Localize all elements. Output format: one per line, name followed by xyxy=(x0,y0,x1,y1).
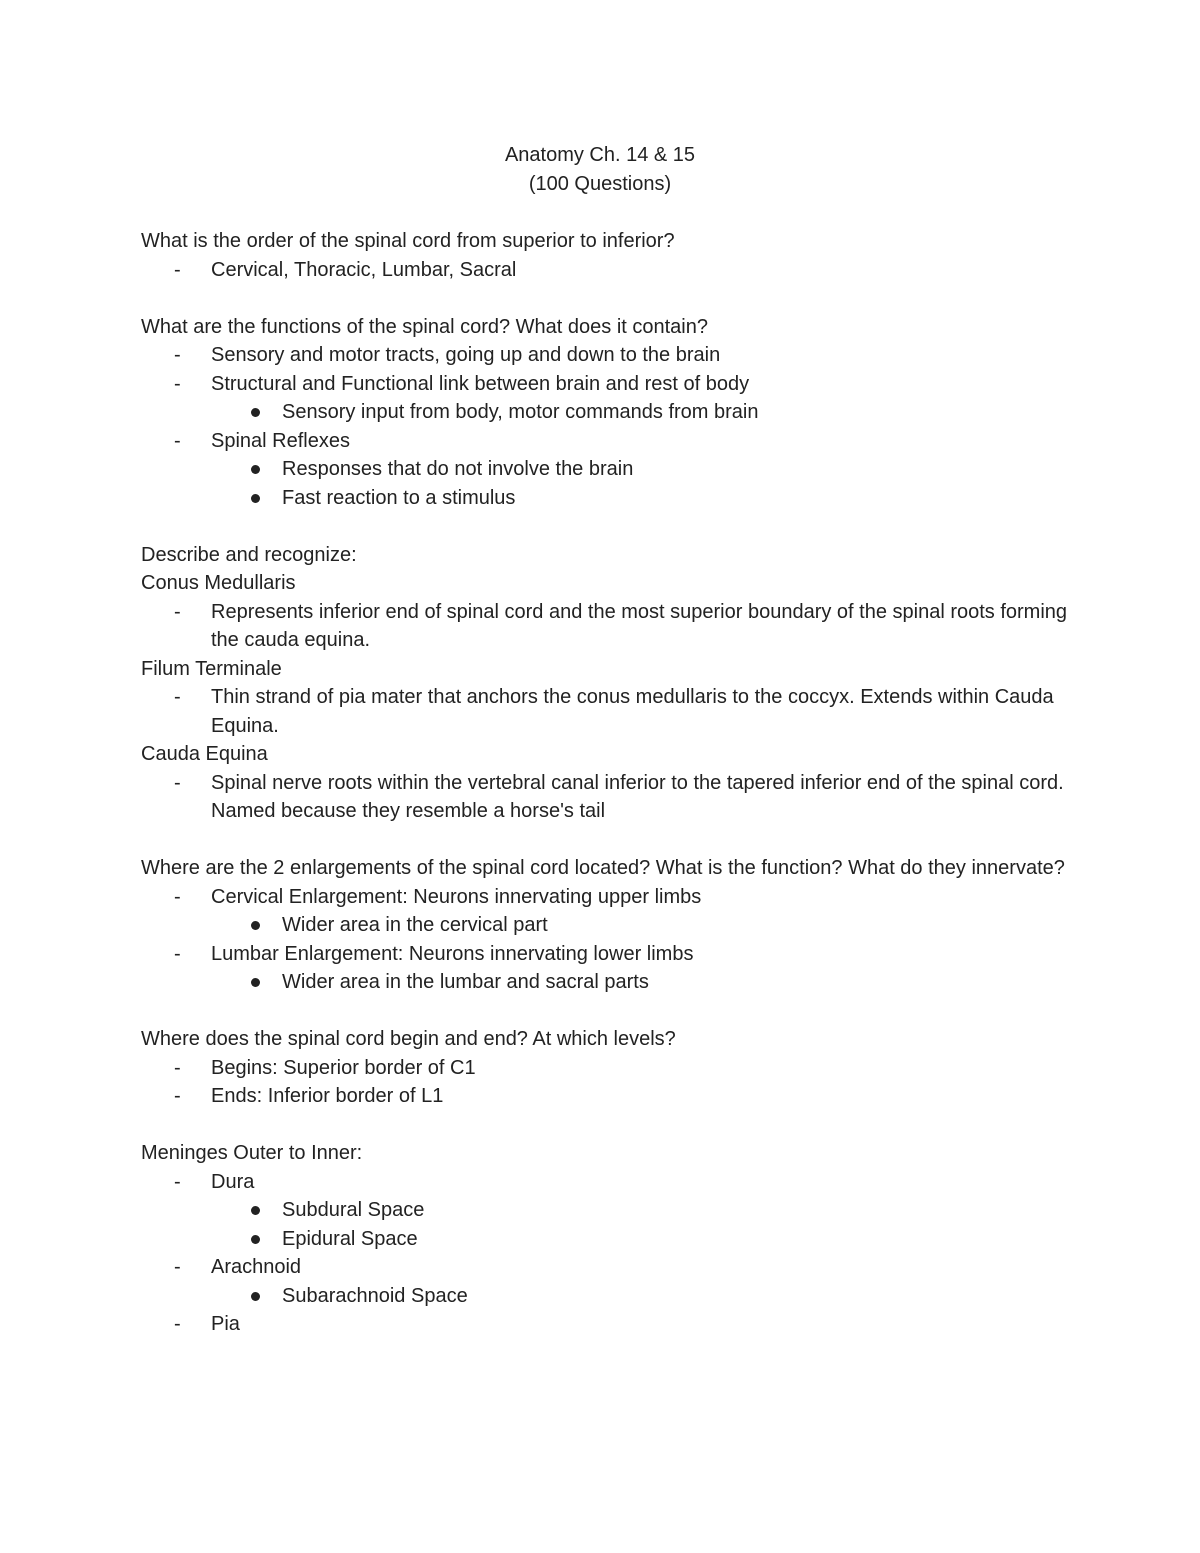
list-item-text: Sensory input from body, motor commands from brain xyxy=(282,401,759,423)
dash-marker: - xyxy=(174,942,181,965)
title-block xyxy=(0,141,1200,199)
dash-list-item xyxy=(141,1310,1071,1339)
bullet-list-item xyxy=(141,455,1071,484)
bullet-dot-icon xyxy=(251,1235,260,1244)
blank-line xyxy=(141,284,1071,313)
list-item-text: Spinal Reflexes xyxy=(211,429,350,452)
dash-marker: - xyxy=(174,344,181,366)
dash-marker: - xyxy=(174,258,181,281)
dash-list-item xyxy=(141,1168,1071,1197)
dash-list-item xyxy=(141,1253,1071,1282)
dash-list-item xyxy=(141,883,1071,912)
text-line: Describe and recognize: xyxy=(141,543,357,566)
list-item-text: Responses that do not involve the brain xyxy=(282,458,634,480)
list-item-text: Cervical Enlargement: Neurons innervating upper limbs xyxy=(211,885,702,908)
list-item-text: Pia xyxy=(211,1313,240,1335)
document-title: Anatomy Ch. 14 & 15 xyxy=(504,144,696,166)
text-line: Meninges Outer to Inner: xyxy=(141,1142,363,1164)
text-line: Where are the 2 enlargements of the spinal cord located? What is the function? What do they innervate? xyxy=(141,857,1065,879)
blank-line xyxy=(141,1111,1071,1140)
list-item-text: Arachnoid xyxy=(211,1256,302,1278)
text-line: Cauda Equina xyxy=(141,743,268,765)
list-item-text: Represents inferior end of spinal cord and the most superior boundary of the spinal roots forming the cauda equina. xyxy=(211,600,1068,651)
list-item-text: Wider area in the lumbar and sacral parts xyxy=(282,971,649,993)
dash-marker: - xyxy=(174,372,181,395)
dash-marker: - xyxy=(174,1056,181,1079)
text-line: What is the order of the spinal cord from superior to inferior? xyxy=(141,230,675,252)
blank-line xyxy=(141,512,1071,541)
dash-list-item xyxy=(141,341,1071,370)
dash-list-item xyxy=(141,427,1071,456)
list-item-text: Structural and Functional link between brain and rest of body xyxy=(211,372,750,395)
dash-list-item xyxy=(141,769,1071,826)
bullet-dot-icon xyxy=(251,494,260,503)
dash-list-item xyxy=(141,1082,1071,1111)
dash-marker: - xyxy=(174,686,181,708)
dash-list-item xyxy=(141,370,1071,399)
document-subtitle: (100 Questions) xyxy=(528,173,672,195)
dash-marker: - xyxy=(174,771,181,794)
list-item-text: Wider area in the cervical part xyxy=(282,914,548,936)
list-item-text: Fast reaction to a stimulus xyxy=(282,486,516,509)
dash-list-item xyxy=(141,1054,1071,1083)
list-item-text: Dura xyxy=(211,1170,255,1193)
dash-marker: - xyxy=(174,885,181,908)
list-item-text: Thin strand of pia mater that anchors the conus medullaris to the coccyx. Extends within Cauda Equina. xyxy=(211,686,1054,737)
bullet-list-item xyxy=(141,911,1071,940)
list-item-text: Begins: Superior border of C1 xyxy=(211,1056,476,1079)
bullet-dot-icon xyxy=(251,408,260,417)
bullet-list-item xyxy=(141,484,1071,513)
bullet-dot-icon xyxy=(251,1292,260,1301)
blank-line xyxy=(141,826,1071,855)
list-item-text: Lumbar Enlargement: Neurons innervating lower limbs xyxy=(211,942,694,965)
dash-marker: - xyxy=(174,1256,181,1278)
bullet-dot-icon xyxy=(251,465,260,474)
text-line: Where does the spinal cord begin and end? At which levels? xyxy=(141,1028,676,1050)
bullet-list-item xyxy=(141,398,1071,427)
dash-list-item xyxy=(141,683,1071,740)
dash-marker: - xyxy=(174,600,181,623)
bullet-list-item xyxy=(141,1225,1071,1254)
dash-marker: - xyxy=(174,1085,181,1107)
list-item-text: Cervical, Thoracic, Lumbar, Sacral xyxy=(211,258,517,281)
bullet-list-item xyxy=(141,968,1071,997)
dash-list-item xyxy=(141,598,1071,655)
dash-list-item xyxy=(141,940,1071,969)
bullet-list-item xyxy=(141,1196,1071,1225)
list-item-text: Subdural Space xyxy=(282,1199,425,1221)
list-item-text: Spinal nerve roots within the vertebral canal inferior to the tapered inferior end of the spinal cord. Named because they resemble a horse's tail xyxy=(211,771,1064,822)
list-item-text: Ends: Inferior border of L1 xyxy=(211,1085,444,1107)
list-item-text: Sensory and motor tracts, going up and down to the brain xyxy=(211,344,721,366)
dash-marker: - xyxy=(174,1313,181,1335)
bullet-dot-icon xyxy=(251,921,260,930)
bullet-dot-icon xyxy=(251,1206,260,1215)
blank-line xyxy=(141,997,1071,1026)
text-line: Conus Medullaris xyxy=(141,572,296,594)
text-line: Filum Terminale xyxy=(141,657,282,680)
bullet-list-item xyxy=(141,1282,1071,1311)
dash-list-item xyxy=(141,256,1071,285)
text-line: What are the functions of the spinal cord? What does it contain? xyxy=(141,315,708,338)
list-item-text: Subarachnoid Space xyxy=(282,1284,468,1307)
list-item-text: Epidural Space xyxy=(282,1227,418,1250)
dash-marker: - xyxy=(174,1170,181,1193)
bullet-dot-icon xyxy=(251,978,260,987)
document-body xyxy=(141,227,1071,1339)
dash-marker: - xyxy=(174,429,181,452)
